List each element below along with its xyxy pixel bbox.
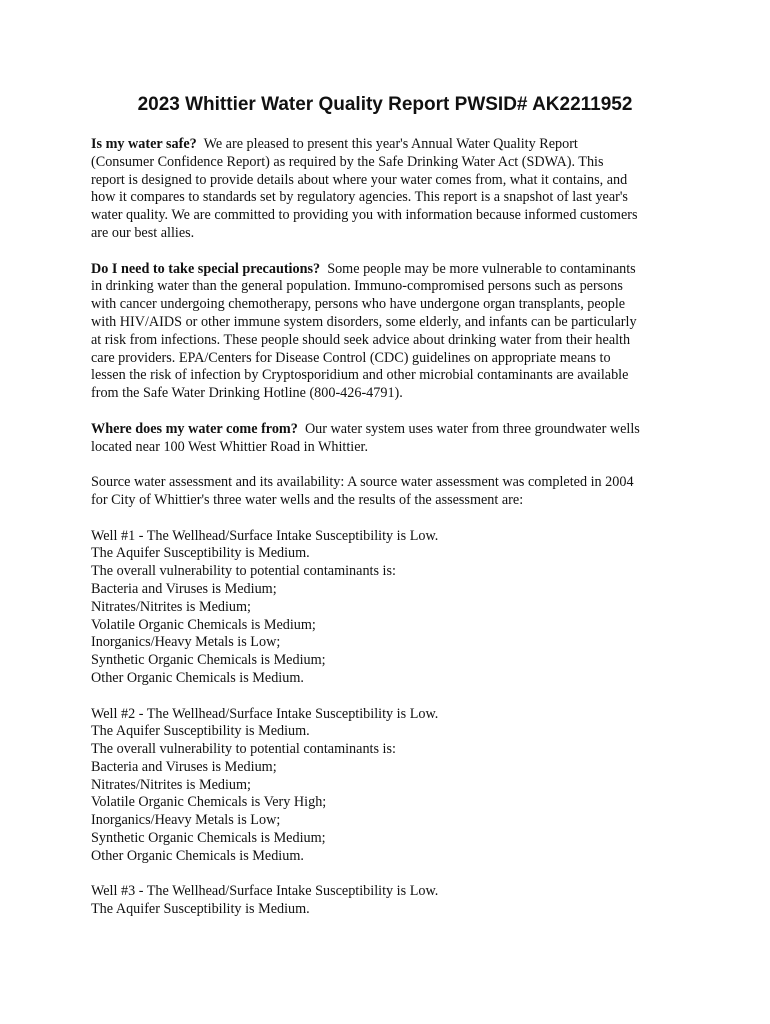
text-line: water quality. We are committed to providing you with information because informed customers [91, 207, 638, 224]
text-line: (Consumer Confidence Report) as required by the Safe Drinking Water Act (SDWA). This [91, 153, 604, 170]
text-line: Some people may be more vulnerable to contaminants [327, 260, 636, 277]
well-line: The overall vulnerability to potential contaminants is: [91, 741, 396, 758]
well-line: Well #1 - The Wellhead/Surface Intake Susceptibility is Low. [91, 527, 439, 544]
text-line: in drinking water than the general population. Immuno-compromised persons such as persons [91, 278, 623, 295]
text-line: for City of Whittier's three water wells and the results of the assessment are: [91, 491, 524, 508]
section-well-3 [91, 883, 691, 919]
well-line: Well #2 - The Wellhead/Surface Intake Susceptibility is Low. [91, 705, 439, 722]
well-line: Volatile Organic Chemicals is Very High; [91, 794, 327, 811]
well-line: Other Organic Chemicals is Medium. [91, 847, 304, 864]
section-well-2 [91, 706, 691, 866]
well-line: The Aquifer Susceptibility is Medium. [91, 901, 310, 918]
heading-precautions: Do I need to take special precautions? [91, 260, 321, 277]
well-line: Other Organic Chemicals is Medium. [91, 669, 304, 686]
text-line: with HIV/AIDS or other immune system disorders, some elderly, and infants can be particularly [91, 313, 637, 330]
well-line: Bacteria and Viruses is Medium; [91, 580, 277, 597]
well-line: Nitrates/Nitrites is Medium; [91, 776, 251, 793]
well-line: Inorganics/Heavy Metals is Low; [91, 812, 281, 829]
text-line: at risk from infections. These people should seek advice about drinking water from their health [91, 331, 631, 348]
text-line: lessen the risk of infection by Cryptosporidium and other microbial contaminants are available [91, 367, 629, 384]
text-line: with cancer undergoing chemotherapy, persons who have undergone organ transplants, people [91, 296, 626, 313]
section-well-1 [91, 528, 691, 688]
well-line: Well #3 - The Wellhead/Surface Intake Susceptibility is Low. [91, 883, 439, 900]
heading-water-safe: Is my water safe? [91, 136, 197, 152]
well-line: Nitrates/Nitrites is Medium; [91, 598, 251, 615]
report-title: 2023 Whittier Water Quality Report PWSID# AK2211952 [137, 94, 633, 115]
section-water-safe [91, 136, 691, 243]
well-line: The Aquifer Susceptibility is Medium. [91, 723, 310, 740]
well-line: Inorganics/Heavy Metals is Low; [91, 634, 281, 651]
section-assessment [91, 474, 691, 510]
well-line: Synthetic Organic Chemicals is Medium; [91, 830, 326, 847]
text-line: located near 100 West Whittier Road in Whittier. [91, 438, 369, 455]
text-line: We are pleased to present this year's Annual Water Quality Report [203, 136, 578, 152]
text-line: are our best allies. [91, 224, 195, 241]
text-line: report is designed to provide details about where your water comes from, what it contains, and [91, 171, 628, 188]
report-body [91, 136, 691, 937]
well-line: Synthetic Organic Chemicals is Medium; [91, 652, 326, 669]
well-line: Bacteria and Viruses is Medium; [91, 758, 277, 775]
well-line: The overall vulnerability to potential contaminants is: [91, 563, 396, 580]
text-line: Our water system uses water from three groundwater wells [304, 420, 640, 437]
text-line: Source water assessment and its availability: A source water assessment was completed in 2004 [91, 474, 634, 491]
section-precautions [91, 261, 691, 403]
well-line: Volatile Organic Chemicals is Medium; [91, 616, 316, 633]
section-water-source [91, 421, 691, 457]
text-line: care providers. EPA/Centers for Disease Control (CDC) guidelines on appropriate means to [91, 349, 611, 366]
heading-water-source: Where does my water come from? [91, 420, 298, 437]
well-line: The Aquifer Susceptibility is Medium. [91, 545, 310, 562]
text-line: from the Safe Water Drinking Hotline (800-426-4791). [91, 385, 403, 402]
text-line: how it compares to standards set by regulatory agencies. This report is a snapshot of last year's [91, 189, 628, 206]
